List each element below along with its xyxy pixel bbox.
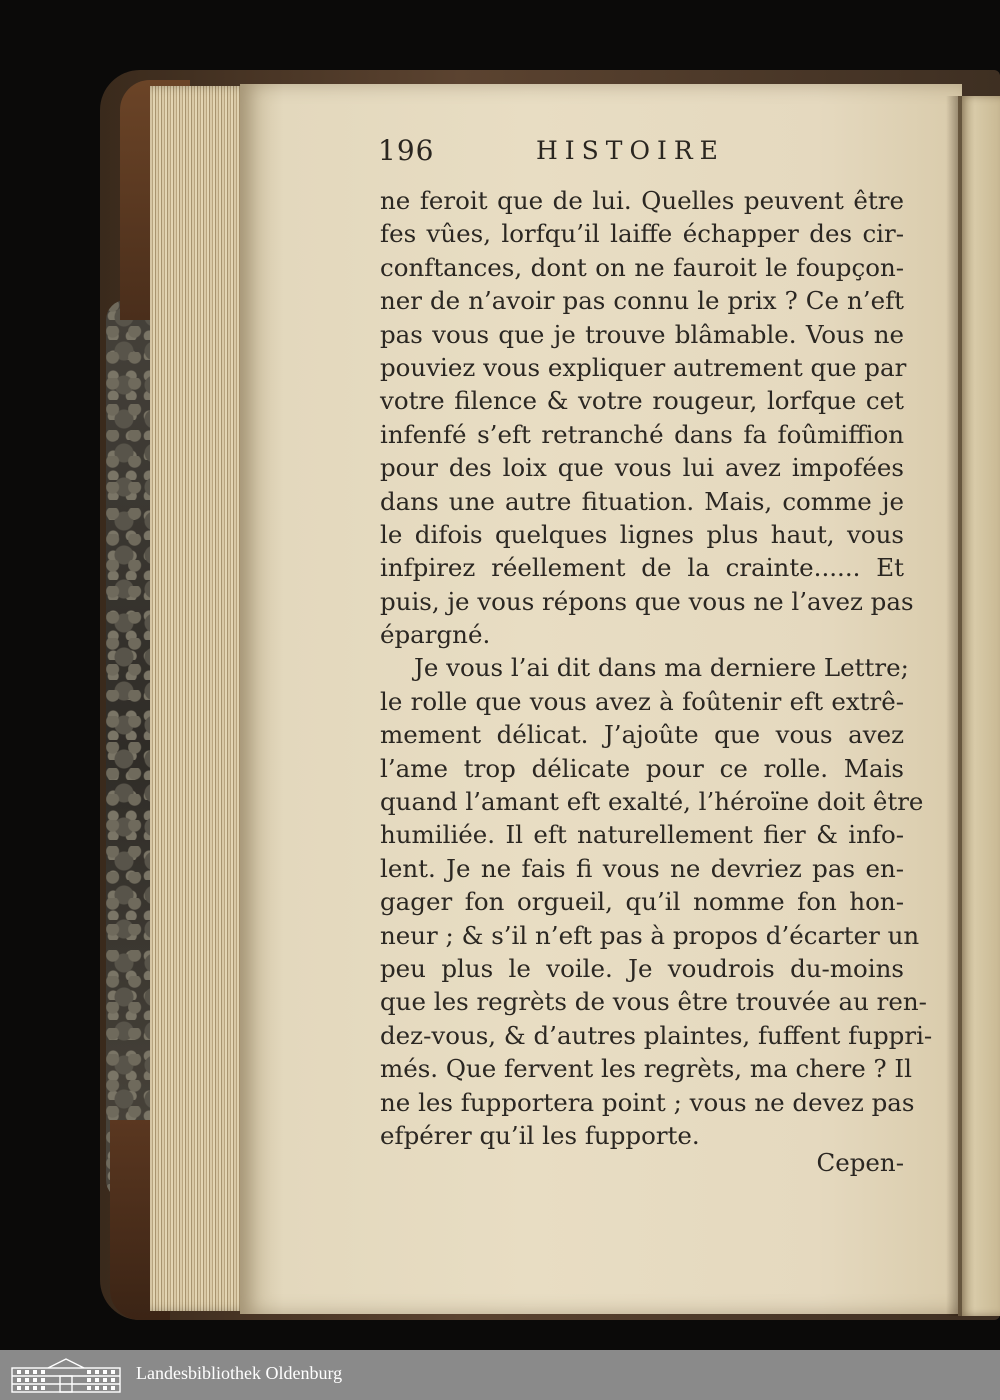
- text-line: puis, je vous répons que vous ne l’avez pas: [380, 586, 914, 616]
- text-line: neur ; & s’il n’eft pas à propos d’écarter un: [380, 920, 920, 950]
- text-line: l’ame trop délicate pour ce rolle. Mais: [380, 753, 904, 783]
- text-line: infpirez réellement de la crainte...... Et: [380, 553, 904, 583]
- gutter-shadow: [946, 96, 962, 1316]
- page-edges: [150, 86, 252, 1311]
- running-head: HISTOIRE: [536, 136, 725, 165]
- text-line: épargné.: [380, 620, 491, 650]
- text-line: peu plus le voile. Je voudrois du-moins: [380, 953, 904, 983]
- library-name: Landesbibliothek Oldenburg: [136, 1363, 343, 1383]
- facing-page-edge: [958, 96, 1000, 1316]
- text-line: infenfé s’eft retranché dans fa foûmiffion: [380, 419, 904, 449]
- text-line: le difois quelques lignes plus haut, vous: [380, 519, 904, 549]
- text-line: pour des loix que vous lui avez impofées: [380, 453, 904, 483]
- text-line: quand l’amant eft exalté, l’héroïne doit être: [380, 787, 924, 817]
- text-line: ne les fupportera point ; vous ne devez pas: [380, 1087, 915, 1117]
- page-number: 196: [378, 134, 435, 167]
- text-line: dans une autre fituation. Mais, comme je: [380, 486, 904, 516]
- text-line: humiliée. Il eft naturellement fier & info-: [380, 820, 904, 850]
- text-line: conftances, dont on ne fauroit le foupçon-: [380, 252, 904, 282]
- text-line: ne feroit que de lui. Quelles peuvent être: [380, 186, 904, 215]
- text-line: ner de n’avoir pas connu le prix ? Ce n’eft: [380, 286, 904, 316]
- text-line: le rolle que vous avez à foûtenir eft extrê-: [380, 686, 904, 716]
- catchword: Cepen-: [816, 1148, 904, 1177]
- text-line: pas vous que je trouve blâmable. Vous ne: [380, 319, 904, 349]
- footer-bar: [0, 1350, 1000, 1400]
- text-line: votre filence & votre rougeur, lorfque cet: [380, 386, 904, 416]
- text-line: fes vûes, lorfqu’il laiffe échapper des cir-: [380, 219, 904, 249]
- text-line: més. Que fervent les regrèts, ma chere ? Il: [380, 1054, 912, 1084]
- page-body-text: [380, 184, 933, 1152]
- text-line: dez-vous, & d’autres plaintes, fuffent fuppri-: [380, 1020, 933, 1050]
- text-line: efpérer qu’il les fupporte.: [380, 1120, 700, 1150]
- library-building-icon: [8, 1356, 124, 1394]
- text-line: pouviez vous expliquer autrement que par: [380, 352, 907, 382]
- text-line: gager fon orgueil, qu’il nomme fon hon-: [380, 887, 904, 917]
- text-line: lent. Je ne fais fi vous ne devriez pas en-: [380, 853, 904, 883]
- page-header: [378, 134, 738, 174]
- text-line: mement délicat. J’ajoûte que vous avez: [380, 720, 904, 750]
- text-line: que les regrèts de vous être trouvée au ren-: [380, 987, 927, 1017]
- text-line: Je vous l’ai dit dans ma derniere Lettre;: [414, 653, 909, 683]
